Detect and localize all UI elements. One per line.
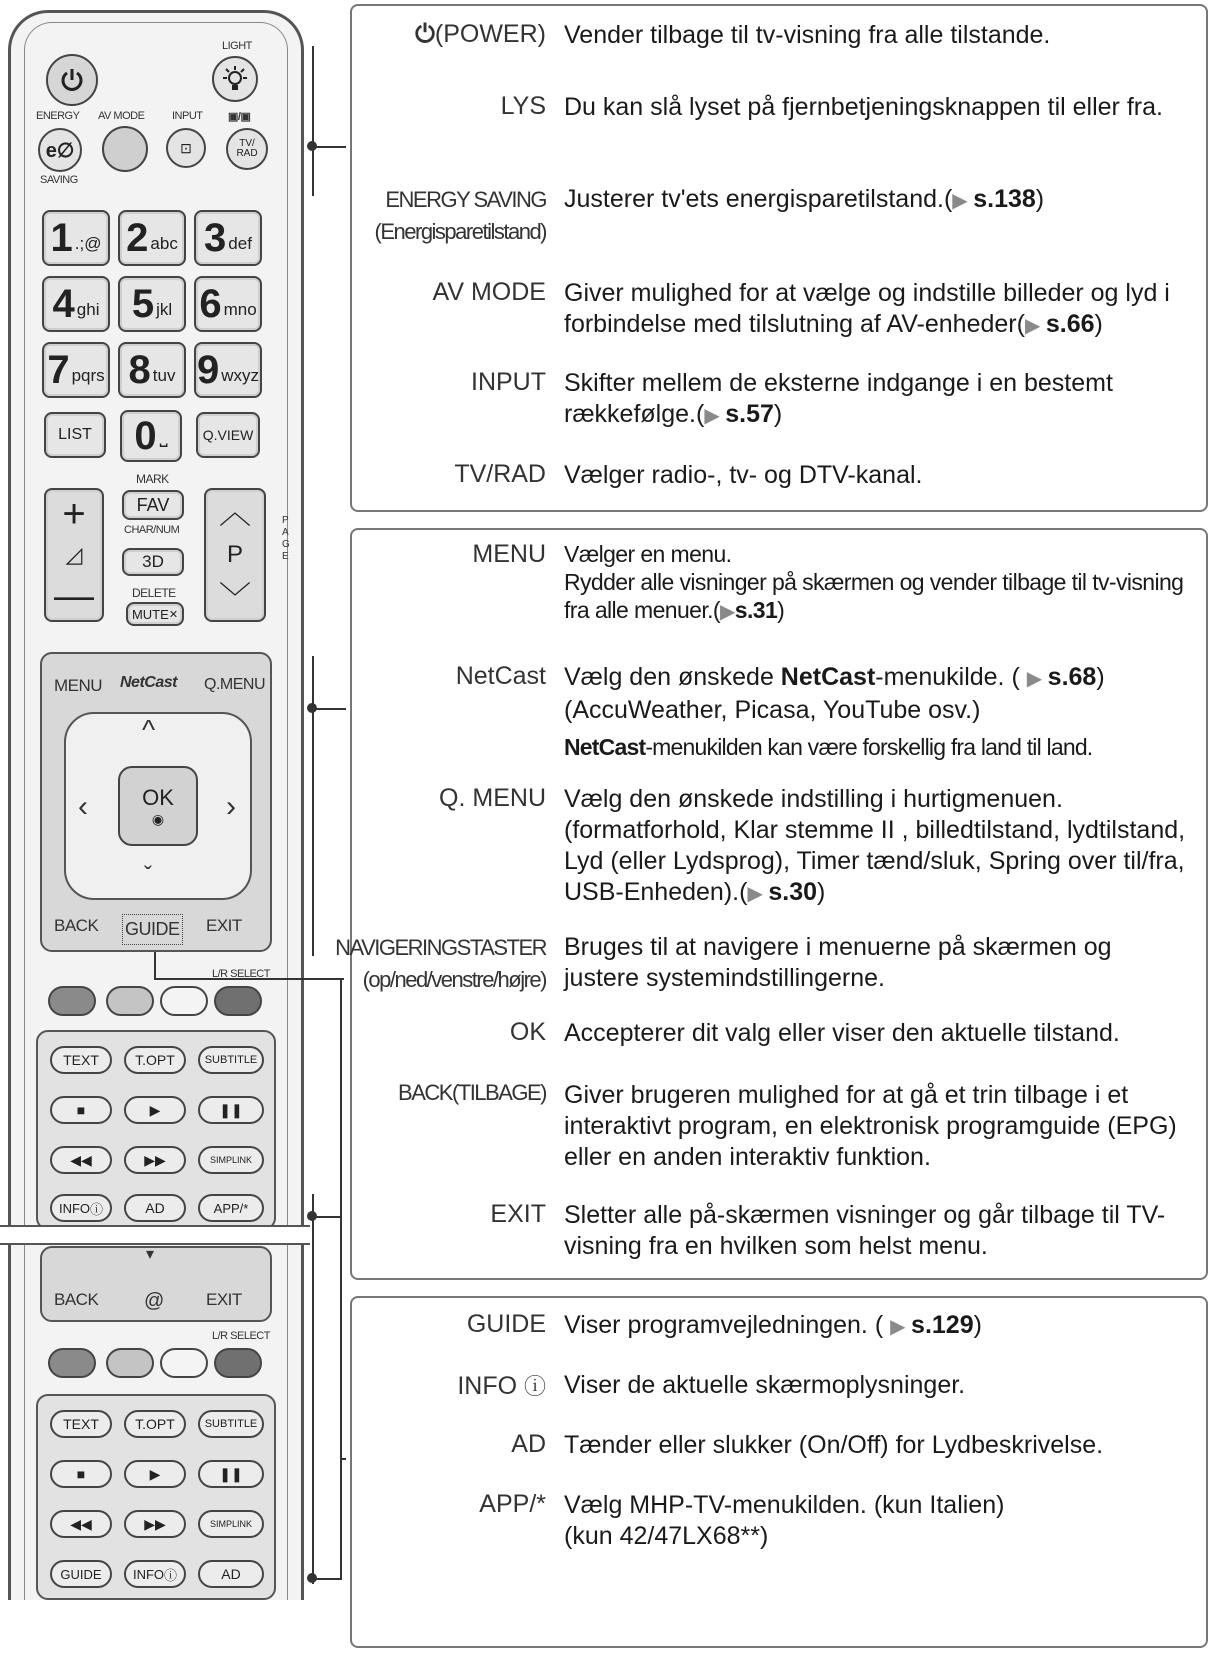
menu-description bbox=[564, 540, 1186, 626]
space-icon: ⎵ bbox=[159, 424, 168, 447]
description-box-menu-group bbox=[335, 528, 1208, 1280]
play-icon: ▶ bbox=[149, 1101, 161, 1118]
guide-page-ref: s.129 bbox=[911, 1311, 974, 1339]
back-key-label-lower: BACK bbox=[54, 1290, 99, 1309]
number-key-digit: 9 bbox=[196, 348, 220, 392]
zero-button bbox=[120, 410, 182, 462]
fast-forward-icon: ▶▶ bbox=[144, 1151, 166, 1168]
guide-label: GUIDE bbox=[466, 1310, 546, 1338]
number-key-digit: 8 bbox=[128, 348, 151, 392]
energy-saving-button bbox=[38, 128, 82, 172]
pause-icon: ❚❚ bbox=[219, 1101, 243, 1118]
info-description: Viser de aktuelle skærmoplysninger. bbox=[564, 1371, 966, 1399]
menu-text-line2: Rydder alle visninger på skærmen og vender tilbage til tv-visning fra alle menuer.( bbox=[564, 569, 1184, 623]
tv-radio-icon-label: ▣/▣ bbox=[228, 111, 251, 123]
number-key-digit: 1 bbox=[50, 216, 73, 260]
navigation-keys-label-line1: NAVIGERINGSTASTER bbox=[335, 935, 546, 960]
bracket-middle bbox=[312, 656, 314, 956]
description-box-power-group bbox=[350, 4, 1208, 512]
av-mode-label: AV MODE bbox=[432, 278, 546, 306]
page-ref-arrow-icon: ▶ bbox=[720, 601, 735, 623]
netcast-bold: NetCast bbox=[780, 663, 876, 691]
nav-left-icon: ‹ bbox=[78, 790, 88, 823]
number-key-letters: abc bbox=[150, 234, 178, 253]
power-icon bbox=[59, 67, 85, 93]
input-label: INPUT bbox=[172, 110, 203, 122]
tv-rad-description: Vælger radio-, tv- og DTV-kanal. bbox=[564, 461, 923, 489]
pause-button-lower bbox=[198, 1460, 264, 1488]
program-rocker bbox=[204, 488, 266, 622]
rewind-button-lower bbox=[50, 1510, 112, 1538]
input-text-end: ) bbox=[773, 400, 783, 428]
netcast-description bbox=[564, 662, 1186, 763]
pause-icon: ❚❚ bbox=[219, 1465, 243, 1482]
topt-button-lower: T.OPT bbox=[124, 1410, 186, 1438]
menu-text-line1: Vælger en menu. bbox=[564, 541, 732, 567]
number-key-digit: 7 bbox=[47, 348, 70, 392]
fast-forward-icon: ▶▶ bbox=[144, 1515, 166, 1532]
mute-label: MUTE bbox=[131, 606, 169, 622]
yellow-button-lower bbox=[160, 1348, 208, 1378]
number-key-1 bbox=[42, 210, 110, 266]
energy-saving-description bbox=[564, 184, 1186, 217]
qmenu-text: Vælg den ønskede indstilling i hurtigmenuen. (formatforhold, Klar stemme II , billedtilstand, lydtilstand, Lyd (eller Lydsprog), Timer tænd/sluk, Spring over til/fra, USB-Enheden).( bbox=[564, 785, 1186, 906]
qview-button: Q.VIEW bbox=[196, 412, 260, 458]
leader-info-bottom bbox=[312, 1578, 340, 1580]
menu-key-label: MENU bbox=[54, 676, 103, 695]
green-button bbox=[106, 986, 154, 1016]
fast-forward-button bbox=[124, 1146, 186, 1174]
energy-saving-label-line1: ENERGY SAVING bbox=[385, 187, 546, 212]
chevron-down-icon: ﹀ bbox=[218, 579, 251, 616]
leader-guide-vertical bbox=[340, 978, 342, 1580]
netcast-text-b: -menukilde. ( bbox=[875, 663, 1027, 691]
nav-up-icon: ^ bbox=[142, 714, 155, 745]
volume-down-icon: — bbox=[54, 574, 94, 618]
stop-button bbox=[50, 1096, 112, 1124]
number-key-letters: tuv bbox=[152, 366, 176, 385]
at-key-label: @ bbox=[144, 1290, 164, 1312]
number-key-digit: 6 bbox=[199, 282, 222, 326]
bracket-top bbox=[312, 46, 314, 196]
netcast-text-a: Vælg den ønskede bbox=[564, 663, 781, 691]
play-button-lower bbox=[124, 1460, 186, 1488]
exit-key-label: EXIT bbox=[206, 916, 242, 935]
subtitle-button-lower: SUBTITLE bbox=[198, 1410, 264, 1438]
app-text-line1: Vælg MHP-TV-menukilden. (kun Italien) bbox=[564, 1491, 1005, 1519]
number-key-letters: .;@ bbox=[74, 234, 102, 253]
netcast-text-end: ) bbox=[1096, 663, 1105, 691]
menu-page-ref: s.31 bbox=[734, 597, 778, 623]
chevron-up-icon: ︿ bbox=[218, 494, 251, 531]
number-key-letters: def bbox=[228, 234, 252, 253]
light-label: LIGHT bbox=[222, 40, 252, 52]
number-key-4 bbox=[42, 276, 110, 332]
yellow-button bbox=[160, 986, 208, 1016]
energy-saving-page-ref: s.138 bbox=[973, 185, 1036, 213]
number-key-digit: 5 bbox=[131, 282, 155, 326]
number-key-9 bbox=[194, 342, 262, 398]
guide-text: Viser programvejledningen. ( bbox=[564, 1311, 891, 1339]
netcast-label: NetCast bbox=[455, 662, 546, 690]
info-button-lower bbox=[124, 1560, 186, 1588]
page-ref-arrow-icon: ▶ bbox=[890, 1316, 912, 1338]
ok-label: OK bbox=[509, 1018, 546, 1046]
number-key-letters: wxyz bbox=[221, 366, 260, 385]
red-button bbox=[48, 986, 96, 1016]
program-label: P bbox=[226, 540, 243, 568]
number-key-letters: jkl bbox=[156, 300, 173, 319]
app-text-line2: (kun 42/47LX68**) bbox=[564, 1522, 769, 1550]
number-key-letters: mno bbox=[223, 300, 257, 319]
nav-down-icon-lower: ▾ bbox=[146, 1246, 154, 1263]
light-bulb-icon bbox=[220, 64, 250, 94]
info-icon: ⓘ bbox=[164, 1567, 178, 1583]
power-icon: ⏻ bbox=[415, 20, 435, 48]
number-key-digit: 2 bbox=[126, 216, 149, 260]
netcast-page-ref: s.68 bbox=[1047, 663, 1097, 691]
text-button-lower: TEXT bbox=[50, 1410, 112, 1438]
ad-label: AD bbox=[511, 1430, 546, 1458]
light-button bbox=[212, 56, 258, 102]
illustration-cut bbox=[0, 1225, 310, 1245]
guide-text-end: ) bbox=[973, 1311, 982, 1339]
info-label-text: INFO bbox=[457, 1372, 518, 1400]
number-key-7 bbox=[42, 342, 110, 398]
netcast-note bbox=[564, 732, 1186, 763]
page-ref-arrow-icon: ▶ bbox=[1024, 315, 1046, 337]
power-row-label bbox=[415, 20, 546, 49]
netcast-examples: (AccuWeather, Picasa, YouTube osv.) bbox=[564, 696, 981, 724]
netcast-key-label: NetCast bbox=[120, 674, 177, 691]
leader-middle bbox=[312, 708, 346, 710]
page-ref-arrow-icon: ▶ bbox=[1026, 668, 1048, 690]
blue-button-lower bbox=[214, 1348, 262, 1378]
page-ref-arrow-icon: ▶ bbox=[704, 405, 726, 427]
play-button bbox=[124, 1096, 186, 1124]
ok-button bbox=[118, 766, 198, 846]
text-button: TEXT bbox=[50, 1046, 112, 1074]
app-button: APP/* bbox=[198, 1194, 264, 1222]
netcast-note-text: -menukilden kan være forskellig fra land til land. bbox=[645, 734, 1093, 760]
info-button bbox=[50, 1194, 112, 1222]
ad-description: Tænder eller slukker (On/Off) for Lydbeskrivelse. bbox=[564, 1431, 1104, 1459]
leader-guide-stub bbox=[154, 952, 156, 978]
leader-info-top bbox=[312, 1216, 340, 1218]
av-mode-button bbox=[102, 126, 148, 172]
input-icon: ⊡ bbox=[180, 139, 192, 156]
leader-guide-end bbox=[340, 1458, 346, 1460]
mute-button bbox=[126, 602, 184, 626]
exit-label: EXIT bbox=[490, 1200, 546, 1228]
rewind-button bbox=[50, 1146, 112, 1174]
av-mode-page-ref: s.66 bbox=[1045, 310, 1095, 338]
number-key-digit: 3 bbox=[204, 216, 227, 260]
fav-button: FAV bbox=[122, 490, 184, 520]
input-description bbox=[564, 368, 1186, 432]
menu-label: MENU bbox=[472, 540, 546, 568]
energy-label: ENERGY bbox=[36, 110, 80, 122]
mute-icon: ✕ bbox=[168, 608, 179, 621]
charnum-label: CHAR/NUM bbox=[124, 524, 180, 536]
av-mode-text: Giver mulighed for at vælge og indstille billeder og lyd i forbindelse med tilslutning af AV-enheder( bbox=[564, 279, 1170, 338]
ok-label: OK bbox=[142, 784, 174, 810]
topt-button: T.OPT bbox=[124, 1046, 186, 1074]
power-button bbox=[46, 54, 98, 106]
energy-saving-label-line2: (Energisparetilstand) bbox=[374, 219, 546, 244]
energy-saving-label bbox=[375, 184, 546, 248]
stop-button-lower bbox=[50, 1460, 112, 1488]
number-key-6 bbox=[194, 276, 262, 332]
input-text: Skifter mellem de eksterne indgange i en bestemt rækkefølge.( bbox=[564, 369, 1113, 428]
blue-button bbox=[214, 986, 262, 1016]
input-button bbox=[166, 128, 206, 168]
navigation-keys-label bbox=[335, 932, 546, 996]
ad-button: AD bbox=[124, 1194, 186, 1222]
input-page-ref: s.57 bbox=[725, 400, 774, 428]
leader-top bbox=[312, 146, 346, 148]
number-key-2 bbox=[118, 210, 186, 266]
stop-icon: ■ bbox=[76, 1466, 86, 1482]
back-description: Giver brugeren mulighed for at gå et trin tilbage i et interaktivt program, en elektronisk programguide (EPG) eller en anden interaktiv funktion. bbox=[564, 1081, 1177, 1171]
ok-dot-icon: ◉ bbox=[151, 810, 165, 827]
input-label: INPUT bbox=[471, 368, 546, 396]
number-key-8 bbox=[118, 342, 186, 398]
power-description: Vender tilbage til tv-visning fra alle tilstande. bbox=[564, 21, 1051, 49]
green-button-lower bbox=[106, 1348, 154, 1378]
lr-select-label: L/R SELECT bbox=[212, 968, 270, 980]
menu-text-end: ) bbox=[777, 597, 785, 623]
mark-label: MARK bbox=[136, 472, 169, 486]
stop-icon: ■ bbox=[76, 1102, 86, 1118]
qmenu-label: Q. MENU bbox=[439, 784, 546, 812]
volume-ramp-icon: ◿ bbox=[65, 542, 83, 567]
ok-description: Accepterer dit valg eller viser den aktuelle tilstand. bbox=[564, 1019, 1120, 1047]
leaf-icon: e∅ bbox=[45, 139, 75, 162]
back-key-label: BACK bbox=[54, 916, 99, 935]
volume-rocker bbox=[44, 488, 104, 622]
volume-up-icon: + bbox=[62, 492, 86, 536]
info-key-text: INFO bbox=[132, 1566, 165, 1582]
simplink-button-lower: SIMPLINK bbox=[198, 1510, 264, 1538]
leader-guide-horizontal bbox=[154, 978, 344, 980]
qmenu-key-label: Q.MENU bbox=[204, 676, 265, 693]
ad-button-lower: AD bbox=[198, 1560, 264, 1588]
lys-description: Du kan slå lyset på fjernbetjeningsknappen til eller fra. bbox=[564, 93, 1163, 121]
number-key-5 bbox=[118, 276, 186, 332]
leader-dot-middle bbox=[307, 703, 317, 713]
app-label: APP/* bbox=[479, 1490, 546, 1518]
info-key-text: INFO bbox=[58, 1200, 91, 1216]
av-mode-label: AV MODE bbox=[98, 110, 145, 122]
number-key-letters: pqrs bbox=[71, 366, 105, 385]
av-mode-description bbox=[564, 278, 1186, 342]
play-icon: ▶ bbox=[149, 1465, 161, 1482]
app-description bbox=[564, 1490, 1186, 1552]
info-icon: ⓘ bbox=[90, 1201, 104, 1217]
simplink-button: SIMPLINK bbox=[198, 1146, 264, 1174]
number-key-3 bbox=[194, 210, 262, 266]
remote-control-illustration bbox=[0, 0, 330, 1654]
fast-forward-button-lower bbox=[124, 1510, 186, 1538]
back-label: BACK(TILBAGE) bbox=[398, 1080, 546, 1105]
saving-label: SAVING bbox=[40, 174, 78, 186]
qmenu-page-ref: s.30 bbox=[768, 878, 818, 906]
lr-select-label-lower: L/R SELECT bbox=[212, 1330, 270, 1342]
nav-down-icon: ˇ bbox=[144, 862, 152, 889]
guide-key-label: GUIDE bbox=[122, 914, 183, 945]
exit-description: Sletter alle på-skærmen visninger og går tilbage til TV-visning fra en hvilken som helst menu. bbox=[564, 1201, 1166, 1260]
tv-rad-label: TV/RAD bbox=[454, 460, 546, 488]
number-key-letters: ghi bbox=[76, 300, 100, 319]
lys-label: LYS bbox=[500, 92, 546, 120]
guide-description bbox=[564, 1310, 1186, 1343]
red-button-lower bbox=[48, 1348, 96, 1378]
list-button: LIST bbox=[44, 412, 106, 458]
energy-saving-text: Justerer tv'ets energisparetilstand.( bbox=[564, 185, 953, 213]
number-key-digit: 4 bbox=[52, 282, 75, 326]
tv-rad-button: TV/ RAD bbox=[226, 128, 268, 170]
qmenu-description bbox=[564, 784, 1186, 910]
page-label: PAGE bbox=[282, 515, 290, 562]
pause-button bbox=[198, 1096, 264, 1124]
info-row-label bbox=[457, 1370, 546, 1401]
navigation-keys-label-line2: (op/ned/venstre/højre) bbox=[362, 967, 546, 992]
power-label-text: (POWER) bbox=[434, 20, 546, 48]
rewind-icon: ◀◀ bbox=[70, 1151, 92, 1168]
guide-button-lower: GUIDE bbox=[50, 1560, 112, 1588]
info-icon: ⓘ bbox=[523, 1374, 546, 1399]
qmenu-text-end: ) bbox=[817, 878, 826, 906]
bracket-bottom bbox=[312, 1194, 314, 1584]
av-mode-text-end: ) bbox=[1094, 310, 1103, 338]
description-box-guide-group bbox=[350, 1296, 1208, 1648]
energy-saving-text-end: ) bbox=[1035, 185, 1045, 213]
navigation-keys-description: Bruges til at navigere i menuerne på skærmen og justere systemindstillingerne. bbox=[564, 933, 1112, 992]
zero-digit: 0 bbox=[134, 414, 157, 458]
page-ref-arrow-icon: ▶ bbox=[952, 190, 974, 212]
netcast-note-bold: NetCast bbox=[564, 734, 646, 760]
page-ref-arrow-icon: ▶ bbox=[747, 883, 769, 905]
delete-label: DELETE bbox=[132, 586, 176, 600]
nav-right-icon: › bbox=[226, 790, 236, 823]
exit-key-label-lower: EXIT bbox=[206, 1290, 242, 1309]
leader-dot-top bbox=[307, 141, 317, 151]
3d-button: 3D bbox=[122, 548, 184, 576]
subtitle-button: SUBTITLE bbox=[198, 1046, 264, 1074]
rewind-icon: ◀◀ bbox=[70, 1515, 92, 1532]
